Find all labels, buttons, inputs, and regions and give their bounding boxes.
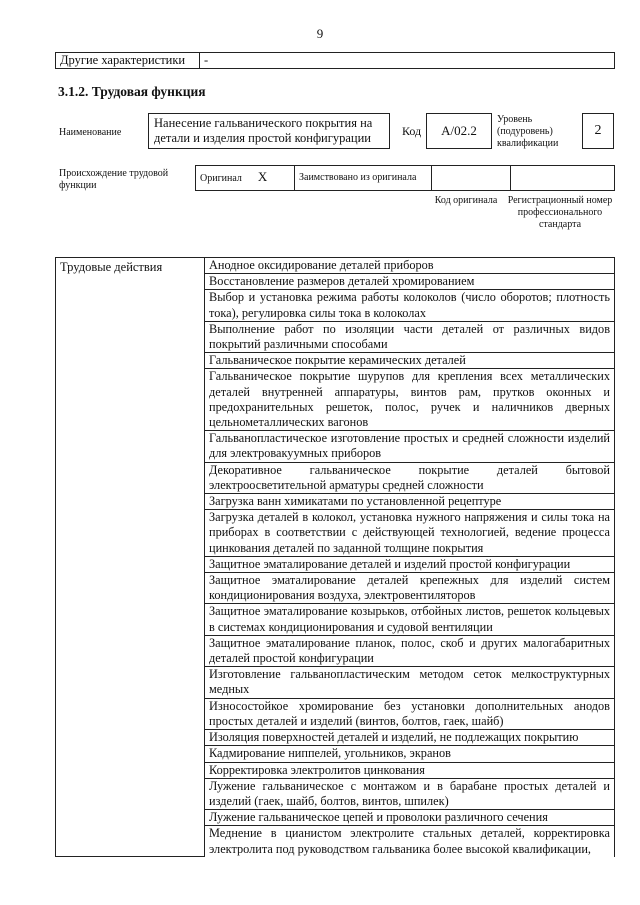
labor-action-item: Изготовление гальванопластическим методом сеток мелкоструктурных медных — [205, 667, 615, 698]
labor-action-item: Кадмирование ниппелей, угольников, экранов — [205, 746, 615, 762]
labor-action-item: Защитное эматалирование деталей и изделий простой конфигурации — [205, 556, 615, 572]
labor-action-item: Загрузка деталей в колокол, установка нужного напряжения и силы тока на приборах в соответствии с действующей технологией, ведение процесса цинкования деталей по заданной толщине покрытия — [205, 510, 615, 557]
labor-action-item: Декоративное гальваническое покрытие деталей бытовой электроосветительной арматуры средней сложности — [205, 462, 615, 493]
other-characteristics-label: Другие характеристики — [56, 53, 200, 69]
original-code-cell — [432, 166, 511, 191]
labor-action-item: Выполнение работ по изоляции части деталей от различных видов покрытий различными способами — [205, 321, 615, 352]
labor-action-item: Лужение гальваническое с монтажом и в барабане простых деталей и изделий (гаек, шайб, болтов, винтов, шпилек) — [205, 778, 615, 809]
other-characteristics-value: - — [200, 53, 615, 69]
other-characteristics-table — [55, 52, 615, 69]
original-cell — [196, 166, 295, 191]
origin-table — [195, 165, 615, 191]
qualification-level-box: 2 — [582, 113, 614, 149]
labor-action-item: Защитное эматалирование планок, полос, скоб и других малогабаритных деталей простой конфигурации — [205, 635, 615, 666]
borrowed-label: Заимствовано из оригинала — [295, 166, 432, 191]
labor-action-item: Загрузка ванн химикатами по установленной рецептуре — [205, 494, 615, 510]
labor-actions-table — [55, 257, 615, 857]
labor-action-item: Изоляция поверхностей деталей и изделий, не подлежащих покрытию — [205, 730, 615, 746]
labor-action-item: Гальваническое покрытие шурупов для крепления всех металлических деталей внутренней аппаратуры, винтов рам, прутков оконных и предохранительных решеток, полос, ручек и наличников дверных цельнометаллических вагонов — [205, 369, 615, 431]
labor-action-item: Гальваническое покрытие керамических деталей — [205, 353, 615, 369]
labor-actions-header: Трудовые действия — [56, 258, 205, 857]
original-mark: X — [257, 169, 268, 184]
origin-label: Происхождение трудовой функции — [59, 168, 169, 191]
function-name-box: Нанесение гальванического покрытия на детали и изделия простой конфигурации — [148, 113, 390, 149]
function-code-box: А/02.2 — [426, 113, 492, 149]
registration-number-label: Регистрационный номер профессионального стандарта — [507, 195, 613, 230]
code-label: Код — [402, 124, 422, 138]
labor-action-item: Корректировка электролитов цинкования — [205, 762, 615, 778]
labor-action-item: Выбор и установка режима работы колоколов (число оборотов; плотность тока), регулировка силы тока в колоколах — [205, 290, 615, 321]
name-label: Наименование — [59, 127, 122, 138]
labor-action-item: Гальванопластическое изготовление простых и средней сложности изделий для электровакуумных приборов — [205, 431, 615, 462]
labor-action-item: Анодное оксидирование деталей приборов — [205, 258, 615, 274]
labor-action-item: Восстановление размеров деталей хромированием — [205, 274, 615, 290]
original-code-label: Код оригинала — [434, 195, 498, 206]
original-label: Оригинал — [200, 173, 242, 184]
reg-number-cell — [511, 166, 615, 191]
labor-action-item: Износостойкое хромирование без установки дополнительных анодов простых деталей и изделий (винтов, болтов, гаек, шайб) — [205, 698, 615, 729]
labor-actions-body — [56, 258, 615, 857]
page-number: 9 — [316, 26, 324, 41]
labor-action-item: Лужение гальваническое цепей и проволоки различного сечения — [205, 810, 615, 826]
qualification-level-label: Уровень (подуровень) квалификации — [497, 114, 559, 149]
section-heading: 3.1.2. Трудовая функция — [58, 84, 206, 99]
labor-action-item: Защитное эматалирование козырьков, отбойных листов, решеток кольцевых в системах кондиционирования и судовой вентиляции — [205, 604, 615, 635]
labor-action-item: Защитное эматалирование деталей крепежных для изделий систем кондиционирования воздуха, электровентиляторов — [205, 573, 615, 604]
labor-action-item: Меднение в цианистом электролите стальных деталей, корректировка электролита под руководством гальваника более высокой квалификации, — [205, 826, 615, 857]
